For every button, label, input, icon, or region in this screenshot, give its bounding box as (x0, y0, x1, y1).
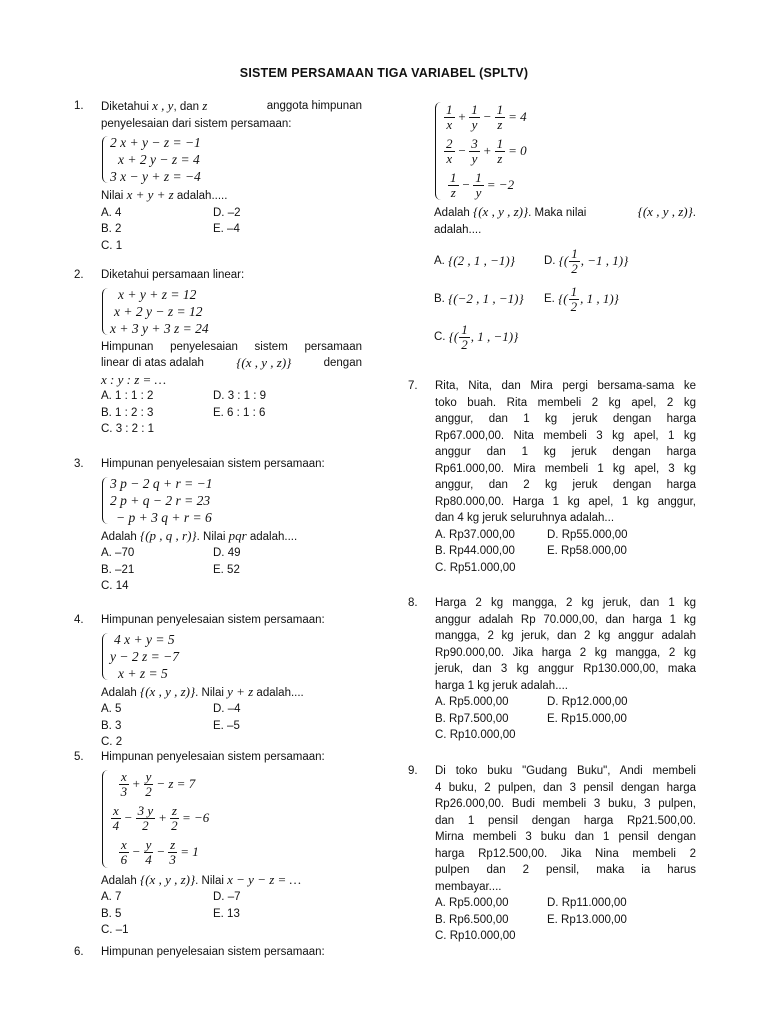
question-number: 2. (74, 269, 84, 281)
equation-system: 3 p − 2 q + r = −1 2 p + q − 2 r = 23 − p + 3 q + r = 6 (101, 475, 362, 526)
option-c[interactable]: C. 3 : 2 : 1 (101, 423, 155, 435)
option-a[interactable]: A. 7 (101, 891, 122, 903)
question-9 (408, 763, 696, 945)
answer-options (435, 895, 696, 945)
text-line: Rp26.000,00. Budi membeli 3 buku, 3 pulpen, (435, 798, 696, 810)
option-b[interactable]: B. Rp44.000,00 (435, 545, 515, 557)
option-c[interactable]: C. 2 (101, 736, 123, 748)
option-a[interactable]: A. –70 (101, 547, 135, 559)
text-line: anggur, dan 2 kg jeruk dengan harga (435, 479, 696, 491)
question-ask: Adalah {(x , y , z)}. Nilai y + z adalah.... (101, 683, 304, 699)
text-line: anggur, dan 1 kg jeruk dengan harga (435, 413, 696, 425)
question-5 (74, 749, 362, 939)
question-text: Himpunan penyelesaian sistem persamaan (101, 340, 362, 353)
question-number: 7. (408, 380, 418, 392)
question-text: Himpunan penyelesaian sistem persamaan: (101, 946, 325, 958)
text-line: pulpen dan 2 pensil, maka ia harus (435, 864, 696, 876)
text-line: Rp80.000,00. Harga 1 kg apel, 1 kg anggur, (435, 495, 696, 508)
option-c[interactable]: C. 14 (101, 580, 129, 592)
question-text: x : y : z = … (101, 371, 167, 387)
option-e[interactable]: E. {( $\frac{1}{2}$ , 1 , 1)} (544, 283, 619, 314)
question-text: Himpunan penyelesaian sistem persamaan: (101, 458, 325, 470)
option-e[interactable]: E. –4 (213, 223, 240, 235)
option-b[interactable]: B. 3 (101, 719, 122, 732)
text-line: Rp67.000,00. Nita membeli 3 kg apel, 1 kg (435, 429, 696, 442)
text-line: Di toko buku "Gudang Buku", Andi membeli (435, 765, 696, 777)
equation-system: 2 x + y − z = −1 x + 2 y − z = 4 3 x − y + z = −4 (101, 134, 362, 185)
equation-system: $\frac{1}{x}$ + $\frac{1}{y}$ − $\frac{1}{z}$ = 4 $\frac{2}{x}$ − $\frac{3}{y}$ + $\frac{1}{z}$ = 0 $\frac{1}{z}$ − $\frac{1}{y}$ = −2 (434, 100, 696, 202)
question-text: Diketahui x , y, dan z anggota himpunan (101, 98, 362, 113)
option-b[interactable]: B. 2 (101, 223, 122, 235)
answer-options (434, 244, 696, 354)
question-text: Himpunan penyelesaian sistem persamaan: (101, 751, 325, 763)
question-text: penyelesaian dari sistem persamaan: (101, 117, 292, 130)
text-line: toko buah. Rita membeli 2 kg apel, 2 kg (435, 396, 696, 409)
text-line: dan 1 pensil dengan harga Rp21.500,00. (435, 814, 696, 827)
question-7 (408, 378, 696, 576)
option-e[interactable]: E. Rp15.000,00 (547, 712, 627, 725)
option-e[interactable]: E. 6 : 1 : 6 (213, 406, 266, 419)
question-8 (408, 595, 696, 744)
text-line: anggur dan 1 kg jeruk dengan harga (435, 446, 696, 458)
question-6 (74, 944, 362, 961)
question-3 (74, 456, 362, 595)
option-b[interactable]: B. Rp7.500,00 (435, 712, 509, 725)
option-e[interactable]: E. 52 (213, 563, 240, 576)
option-a[interactable]: A. Rp5.000,00 (435, 897, 509, 909)
answer-options (101, 545, 362, 595)
text-line: Rp61.000,00. Mira membeli 1 kg apel, 3 kg (435, 462, 696, 475)
question-6-continued (434, 98, 696, 354)
option-a[interactable]: A. {(2 , 1 , −1)} (434, 252, 515, 268)
option-e[interactable]: E. 13 (213, 907, 240, 920)
question-number: 4. (74, 614, 84, 626)
answer-options (101, 889, 362, 939)
text-line: jeruk, dan 3 kg anggur Rp130.000,00, maka (435, 663, 696, 675)
question-text: linear di atas adalah {(x , y , z)} dengan (101, 355, 362, 370)
question-number: 9. (408, 765, 418, 777)
answer-options (101, 388, 362, 438)
question-text (435, 595, 696, 694)
option-e[interactable]: E. –5 (213, 719, 240, 732)
option-c[interactable]: C. Rp51.000,00 (435, 561, 516, 574)
option-e[interactable]: E. Rp13.000,00 (547, 913, 627, 926)
option-a[interactable]: A. Rp37.000,00 (435, 528, 515, 541)
option-b[interactable]: B. Rp6.500,00 (435, 913, 509, 926)
answer-options (101, 205, 362, 255)
question-2 (74, 267, 362, 438)
option-c[interactable]: C. Rp10.000,00 (435, 930, 516, 942)
text-line: Harga 2 kg mangga, 2 kg jeruk, dan 1 kg (435, 597, 696, 609)
option-a[interactable]: A. 5 (101, 703, 122, 715)
option-b[interactable]: B. {(−2 , 1 , −1)} (434, 290, 524, 306)
option-d[interactable]: D. 49 (213, 547, 241, 559)
question-number: 5. (74, 751, 84, 763)
question-4 (74, 612, 362, 751)
option-c[interactable]: C. Rp10.000,00 (435, 729, 516, 741)
text-line: Rp90.000,00. Jika harga 2 kg mangga, 2 kg (435, 646, 696, 659)
equation-system: x + y + z = 12 x + 2 y − z = 12 x + 3 y + 3 z = 24 (101, 286, 362, 337)
question-number: 8. (408, 597, 418, 609)
equation-system: $\frac{x}{3}$ + $\frac{y}{2}$ − z = 7 $\frac{x}{4}$ − $\frac{3 y}{2}$ + $\frac{z}{2}$ = −6 $\frac{x}{6}$ − $\frac{y}{4}$ − $\frac{z}{3}$ = 1 (101, 768, 362, 870)
option-a[interactable]: A. 1 : 1 : 2 (101, 390, 154, 402)
text-line: Rita, Nita, dan Mira pergi bersama-sama ke (435, 380, 696, 392)
text-line: Mirna membeli 3 buku dan 1 pensil dengan (435, 831, 696, 843)
question-ask: Adalah {(x , y , z)}. Maka nilai {(x , y , z)}. (434, 204, 696, 219)
option-d[interactable]: D. Rp11.000,00 (547, 897, 627, 909)
text-line: harga Rp12.500,00. Jika Nina membeli 2 (435, 847, 696, 860)
option-c[interactable]: C. {( $\frac{1}{2}$ , 1 , −1)} (434, 321, 519, 352)
option-a[interactable]: A. 4 (101, 206, 122, 219)
question-text (435, 763, 696, 895)
option-d[interactable]: D. –7 (213, 891, 241, 903)
option-d[interactable]: D. 3 : 1 : 9 (213, 390, 267, 402)
question-text: Himpunan penyelesaian sistem persamaan: (101, 614, 325, 626)
text-line: anggur adalah Rp 70.000,00, dan harga 1 kg (435, 613, 696, 626)
option-b[interactable]: B. –21 (101, 563, 135, 576)
question-1 (74, 98, 362, 254)
text-line: harga 1 kg jeruk adalah.... (435, 679, 568, 692)
text-line: membayar.... (435, 880, 502, 893)
option-c[interactable]: C. 1 (101, 239, 123, 252)
question-ask: Adalah {(x , y , z)}. Nilai x − y − z = … (101, 871, 302, 887)
question-text: Diketahui persamaan linear: (101, 269, 245, 281)
option-d[interactable]: D. {( $\frac{1}{2}$ , −1 , 1)} (544, 245, 629, 276)
question-number: 6. (74, 946, 84, 958)
question-number: 3. (74, 458, 84, 470)
option-b[interactable]: B. 1 : 2 : 3 (101, 406, 154, 419)
question-ask: Nilai x + y + z adalah..... (101, 187, 228, 202)
option-e[interactable]: E. Rp58.000,00 (547, 545, 627, 557)
text-line: dan 4 kg jeruk seluruhnya adalah... (435, 512, 615, 524)
option-a[interactable]: A. Rp5.000,00 (435, 696, 509, 708)
question-number: 1. (74, 100, 84, 112)
text-line: 4 buku, 2 pulpen, dan 3 pensil dengan harga (435, 781, 696, 794)
equation-system: 4 x + y = 5 y − 2 z = −7 x + z = 5 (101, 631, 362, 682)
option-d[interactable]: D. Rp12.000,00 (547, 696, 628, 708)
page-title: SISTEM PERSAMAAN TIGA VARIABEL (SPLTV) (239, 66, 529, 80)
question-text (435, 378, 696, 527)
question-ask: adalah.... (434, 223, 482, 236)
text-line: mangga, 2 kg jeruk, dan 2 kg anggur adalah (435, 630, 696, 642)
answer-options (101, 701, 362, 751)
option-b[interactable]: B. 5 (101, 907, 122, 920)
option-d[interactable]: D. –2 (213, 206, 241, 219)
option-d[interactable]: D. Rp55.000,00 (547, 528, 628, 541)
option-d[interactable]: D. –4 (213, 703, 241, 715)
answer-options (435, 694, 696, 744)
question-ask: Adalah {(p , q , r)}. Nilai pqr adalah.... (101, 527, 298, 543)
option-c[interactable]: C. –1 (101, 924, 129, 936)
answer-options (435, 527, 696, 577)
